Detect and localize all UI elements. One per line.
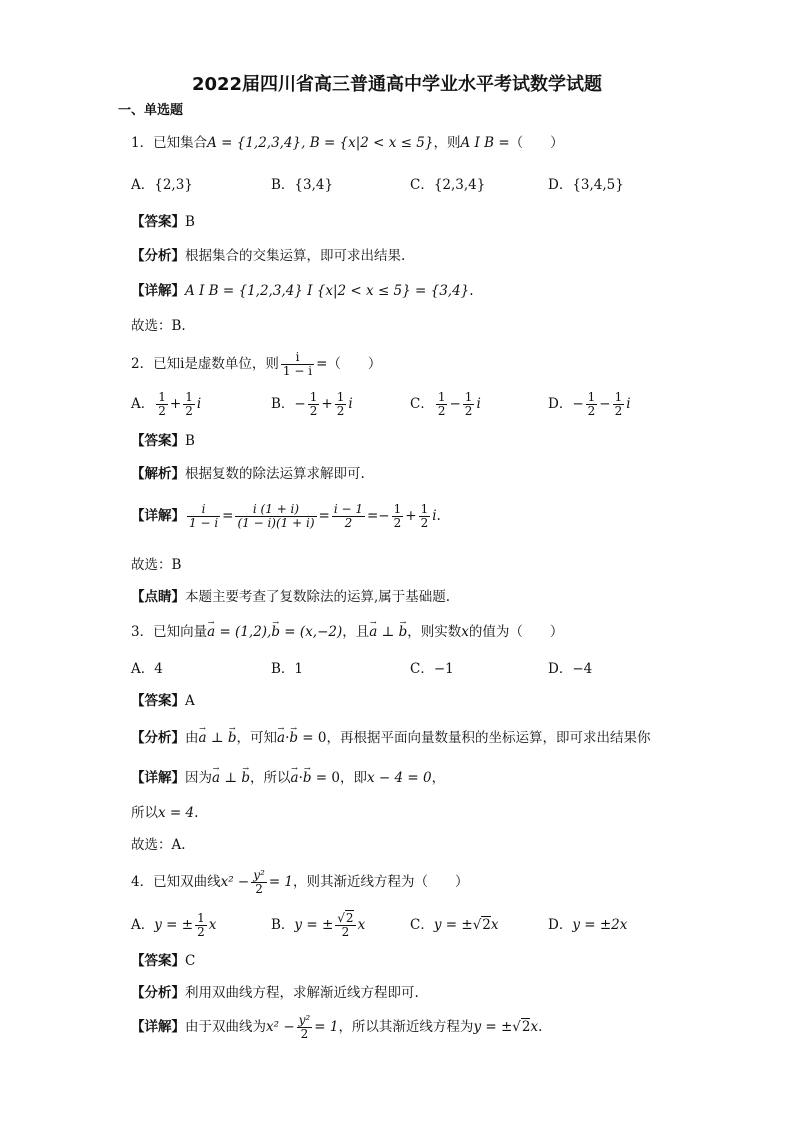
frac-den: 2 bbox=[341, 925, 350, 939]
frac-num: 1 bbox=[587, 390, 596, 404]
frac-num: 1 bbox=[185, 390, 193, 404]
q2-comment-text: 本题主要考查了复数除法的运算,属于基础题. bbox=[185, 589, 451, 605]
q2-stem-fraction bbox=[281, 351, 314, 378]
q1-answer-value: B bbox=[185, 214, 195, 230]
q2-option-a bbox=[131, 390, 201, 418]
comment-label: 【点睛】 bbox=[131, 589, 185, 605]
q4-analysis-text: 利用双曲线方程，求解渐近线方程即可. bbox=[185, 985, 419, 1001]
q4-eq-one: = 1 bbox=[314, 1019, 339, 1035]
q3-answer-value: A bbox=[185, 693, 195, 709]
vector-b: → b bbox=[241, 768, 250, 788]
q3-conclusion: 故选：A. bbox=[131, 837, 186, 853]
frac-den: 2 bbox=[587, 404, 596, 418]
q1-stem-math2: A I B = bbox=[460, 135, 510, 151]
q4-x2: x² − bbox=[220, 874, 250, 890]
q2-detail-frac2 bbox=[235, 503, 316, 530]
perp-sign: ⊥ bbox=[377, 624, 399, 640]
q1-stem-math: A = {1,2,3,4}, B = {x|2 < x ≤ 5} bbox=[207, 135, 434, 151]
vector-b: → b bbox=[399, 622, 408, 642]
frac-den: 2 bbox=[197, 925, 205, 939]
q1-answer bbox=[131, 212, 195, 232]
q3-result-prefix: 所以 bbox=[131, 805, 158, 821]
q3-detail-mid2: ，即 bbox=[340, 770, 367, 786]
answer-label: 【答案】 bbox=[131, 433, 185, 449]
plus-sign: + bbox=[321, 396, 333, 412]
q1-stem bbox=[131, 133, 564, 153]
q2-stem-prefix: 2．已知i是虚数单位，则 bbox=[131, 356, 279, 372]
detail-label: 【详解】 bbox=[131, 508, 185, 524]
equals-sign: = bbox=[366, 508, 379, 524]
detail-label: 【详解】 bbox=[131, 770, 185, 786]
q2-stem bbox=[131, 350, 381, 378]
q2-conclusion: 故选：B bbox=[131, 557, 182, 573]
vector-a: → a bbox=[212, 768, 220, 788]
q2-option-b-frac1 bbox=[308, 391, 320, 418]
q1-analysis-text: 根据集合的交集运算，即可求出结果. bbox=[185, 248, 406, 264]
q2-detail-end: . bbox=[436, 508, 441, 524]
q2-option-d bbox=[548, 390, 631, 418]
q3-answer bbox=[131, 691, 195, 711]
answer-label: 【答案】 bbox=[131, 953, 185, 969]
q3-detail-eq: x − 4 = 0 bbox=[367, 770, 432, 786]
radical-sign: √ bbox=[472, 917, 482, 933]
q2-detail-frac4 bbox=[392, 503, 404, 530]
q2-option-d-label: D． bbox=[548, 396, 573, 412]
q4-y-eq: y = ± bbox=[433, 917, 473, 933]
q4-detail bbox=[131, 1012, 542, 1042]
var-x: x bbox=[530, 1019, 539, 1035]
q4-detail-frac bbox=[297, 1014, 313, 1041]
q3-stem-mid2: ，则实数 bbox=[407, 624, 462, 640]
q3-result-end: . bbox=[194, 805, 199, 821]
plus-sign: + bbox=[169, 396, 182, 412]
frac-num: y² bbox=[253, 868, 265, 882]
q2-detail-frac3 bbox=[332, 503, 365, 530]
frac-den: 2 bbox=[300, 1027, 309, 1041]
frac-num: i bbox=[187, 503, 220, 517]
q2-option-b-label: B． bbox=[271, 396, 295, 412]
frac-num: 1 bbox=[197, 911, 205, 925]
answer-label: 【答案】 bbox=[131, 693, 185, 709]
imag-unit: i bbox=[196, 396, 202, 412]
q2-option-a-frac2 bbox=[183, 391, 195, 418]
q4-y-eq: y = ± bbox=[154, 917, 194, 933]
analysis-label: 【分析】 bbox=[131, 985, 185, 1001]
q3-result bbox=[131, 803, 198, 823]
frac-den: (1 − i)(1 + i) bbox=[237, 516, 315, 530]
q4-y-eq: y = ± bbox=[294, 917, 334, 933]
q4-stem bbox=[131, 868, 469, 896]
q1-stem-suffix: （ ） bbox=[509, 135, 564, 151]
frac-den: 2 bbox=[185, 404, 193, 418]
q4-option-b bbox=[271, 910, 365, 940]
frac-den: 2 bbox=[393, 516, 402, 530]
var-x: x bbox=[490, 917, 499, 933]
q3-detail-prefix: 因为 bbox=[185, 770, 212, 786]
vector-a: → a bbox=[291, 768, 299, 788]
var-x: x bbox=[357, 917, 366, 933]
q3-stem bbox=[131, 622, 563, 642]
q3-detail bbox=[131, 768, 445, 788]
frac-num: 1 bbox=[464, 390, 473, 404]
q2-detail-frac1 bbox=[187, 503, 220, 530]
minus-sign: − bbox=[294, 396, 306, 412]
q4-x2: x² − bbox=[266, 1019, 295, 1035]
perp-sign: ⊥ bbox=[206, 730, 228, 746]
frac-num: 1 bbox=[309, 390, 318, 404]
document-title: 2022届四川省高三普通高中学业水平考试数学试题 bbox=[191, 74, 603, 95]
analysis-label: 【分析】 bbox=[131, 730, 185, 746]
equals-sign: = bbox=[222, 508, 234, 524]
q4-y-eq: y = ± bbox=[473, 1019, 513, 1035]
frac-den: 2 bbox=[344, 516, 353, 530]
q3-option-b: B．1 bbox=[271, 661, 304, 677]
zero-eq: = 0 bbox=[298, 730, 327, 746]
q3-detail-mid: ，所以 bbox=[250, 770, 291, 786]
radicand: 2 bbox=[482, 917, 491, 933]
q1-detail-math: A I B = {1,2,3,4} I {x|2 < x ≤ 5} = {3,4} bbox=[185, 283, 470, 299]
q4-option-a bbox=[131, 910, 216, 940]
dot-sign: · bbox=[298, 770, 303, 786]
frac-num bbox=[335, 912, 355, 926]
frac-den: 2 bbox=[336, 404, 345, 418]
q4-option-a-frac bbox=[195, 912, 207, 939]
q4-option-a-label: A． bbox=[131, 917, 155, 933]
q2-analysis-text: 根据复数的除法运算求解即可. bbox=[185, 466, 365, 482]
q4-analysis bbox=[131, 983, 419, 1003]
var-x: x bbox=[461, 624, 469, 640]
q4-option-b-label: B． bbox=[271, 917, 295, 933]
q3-detail-end: ， bbox=[431, 770, 446, 786]
answer-label: 【答案】 bbox=[131, 214, 185, 230]
q2-analysis bbox=[131, 464, 365, 484]
q2-option-c-label: C． bbox=[410, 396, 434, 412]
frac-den: 2 bbox=[309, 404, 318, 418]
q3-stem-math-a: = (1,2), bbox=[215, 624, 272, 640]
radical-sign: √ bbox=[512, 1019, 521, 1035]
vector-a: → a bbox=[369, 622, 377, 642]
frac-num: 1 bbox=[158, 390, 166, 404]
q3-option-a: A．4 bbox=[131, 661, 163, 677]
q3-result-eq: x = 4 bbox=[158, 805, 195, 821]
radicand: 2 bbox=[521, 1019, 531, 1035]
radicand: 2 bbox=[345, 911, 354, 925]
q2-stem-frac-den: 1 − i bbox=[282, 364, 313, 378]
frac-num: i − 1 bbox=[333, 502, 363, 516]
q1-detail bbox=[131, 281, 474, 301]
frac-num: 1 bbox=[393, 502, 402, 516]
q1-conclusion: 故选：B. bbox=[131, 318, 186, 334]
minus-sign: − bbox=[449, 396, 461, 412]
q4-answer-value: C bbox=[185, 953, 196, 969]
q2-detail bbox=[131, 501, 441, 531]
analysis-label: 【分析】 bbox=[131, 248, 185, 264]
frac-den: 1 − i bbox=[189, 516, 219, 530]
frac-num: 1 bbox=[614, 390, 623, 404]
minus-sign: − bbox=[599, 396, 611, 412]
frac-den: 2 bbox=[437, 404, 446, 418]
q3-analysis-suffix: ，再根据平面向量数量积的坐标运算，即可求出结果你 bbox=[326, 730, 651, 746]
q4-eq-one: = 1 bbox=[268, 874, 294, 890]
vector-b: → b bbox=[303, 768, 312, 788]
dot-sign: · bbox=[285, 730, 290, 746]
q2-detail-frac5 bbox=[419, 503, 431, 530]
q4-stem-suffix: ，则其渐近线方程为（ ） bbox=[293, 874, 469, 890]
q2-answer bbox=[131, 431, 195, 451]
q3-analysis-prefix: 由 bbox=[185, 730, 199, 746]
q4-detail-prefix: 由于双曲线为 bbox=[185, 1019, 266, 1035]
vector-a: → a bbox=[207, 622, 215, 642]
q2-option-c bbox=[410, 390, 481, 418]
q1-option-b: B．{3,4} bbox=[271, 177, 334, 193]
frac-den: 2 bbox=[420, 516, 429, 530]
frac-num: 1 bbox=[437, 390, 446, 404]
imag-unit: i bbox=[626, 396, 631, 412]
q2-answer-value: B bbox=[185, 433, 195, 449]
q4-option-c bbox=[410, 910, 499, 940]
frac-num: y² bbox=[298, 1013, 311, 1027]
q3-option-c: C．−1 bbox=[410, 661, 454, 677]
q2-stem-frac-num: i bbox=[281, 351, 314, 365]
q3-analysis bbox=[131, 728, 651, 748]
frac-num: 1 bbox=[420, 502, 429, 516]
q4-detail-mid: ，所以其渐近线方程为 bbox=[338, 1019, 474, 1035]
q2-option-b-frac2 bbox=[335, 391, 347, 418]
q2-option-b bbox=[271, 390, 353, 418]
analysis-label: 【解析】 bbox=[131, 466, 185, 482]
q1-option-c: C．{2,3,4} bbox=[410, 177, 486, 193]
zero-eq: = 0 bbox=[311, 770, 340, 786]
vector-b: → b bbox=[228, 728, 237, 748]
q3-stem-prefix: 3．已知向量 bbox=[131, 624, 208, 640]
frac-den: 2 bbox=[255, 882, 263, 896]
plus-sign: + bbox=[405, 508, 417, 524]
vector-b: → b bbox=[271, 622, 280, 642]
detail-label: 【详解】 bbox=[131, 1019, 185, 1035]
section-heading: 一、单选题 bbox=[118, 103, 184, 118]
q2-option-d-frac2 bbox=[613, 391, 625, 418]
q2-comment bbox=[131, 587, 450, 607]
q4-stem-frac bbox=[251, 869, 267, 896]
imag-unit: i bbox=[476, 396, 481, 412]
minus-sign: − bbox=[378, 508, 390, 524]
q3-option-d: D．−4 bbox=[548, 661, 593, 677]
q4-stem-prefix: 4．已知双曲线 bbox=[131, 874, 221, 890]
q2-stem-suffix: =（ ） bbox=[316, 356, 382, 372]
q2-option-d-frac1 bbox=[586, 391, 598, 418]
imag-unit: i bbox=[348, 396, 353, 412]
q1-analysis bbox=[131, 246, 405, 266]
q1-stem-mid: ，则 bbox=[433, 135, 461, 151]
radical-sign: √ bbox=[337, 911, 345, 925]
q4-answer bbox=[131, 951, 195, 971]
q1-option-d: D．{3,4,5} bbox=[548, 177, 624, 193]
q4-option-b-frac bbox=[335, 912, 355, 939]
frac-den: 2 bbox=[614, 404, 623, 418]
q3-analysis-mid: ，可知 bbox=[236, 730, 277, 746]
q1-stem-prefix: 1．已知集合 bbox=[131, 135, 208, 151]
q1-option-a: A．{2,3} bbox=[131, 177, 193, 193]
q4-option-d bbox=[548, 910, 627, 940]
q4-option-c-label: C． bbox=[410, 917, 434, 933]
q2-option-a-frac1 bbox=[156, 391, 168, 418]
q4-detail-end: . bbox=[538, 1019, 543, 1035]
frac-den: 2 bbox=[158, 404, 166, 418]
q2-option-c-frac1 bbox=[436, 391, 448, 418]
var-x: x bbox=[208, 917, 217, 933]
frac-num: i (1 + i) bbox=[235, 503, 316, 517]
detail-label: 【详解】 bbox=[131, 283, 185, 299]
vector-a: → a bbox=[277, 728, 285, 748]
q4-option-d-label: D． bbox=[548, 917, 573, 933]
frac-num: 1 bbox=[336, 390, 345, 404]
q2-option-c-frac2 bbox=[463, 391, 475, 418]
q3-stem-suffix: 的值为（ ） bbox=[468, 624, 564, 640]
imag-unit: i bbox=[432, 508, 437, 524]
perp-sign: ⊥ bbox=[220, 770, 242, 786]
q2-option-a-label: A． bbox=[131, 396, 155, 412]
vector-a: → a bbox=[199, 728, 207, 748]
frac-den: 2 bbox=[464, 404, 473, 418]
equals-sign: = bbox=[318, 508, 330, 524]
vector-b: → b bbox=[289, 728, 298, 748]
q3-stem-math-b: = (x,−2) bbox=[280, 624, 343, 640]
minus-sign: − bbox=[572, 396, 584, 412]
q1-detail-end: . bbox=[469, 283, 474, 299]
q4-option-d-math: y = ±2x bbox=[572, 917, 628, 933]
q3-stem-mid: ，且 bbox=[342, 624, 370, 640]
